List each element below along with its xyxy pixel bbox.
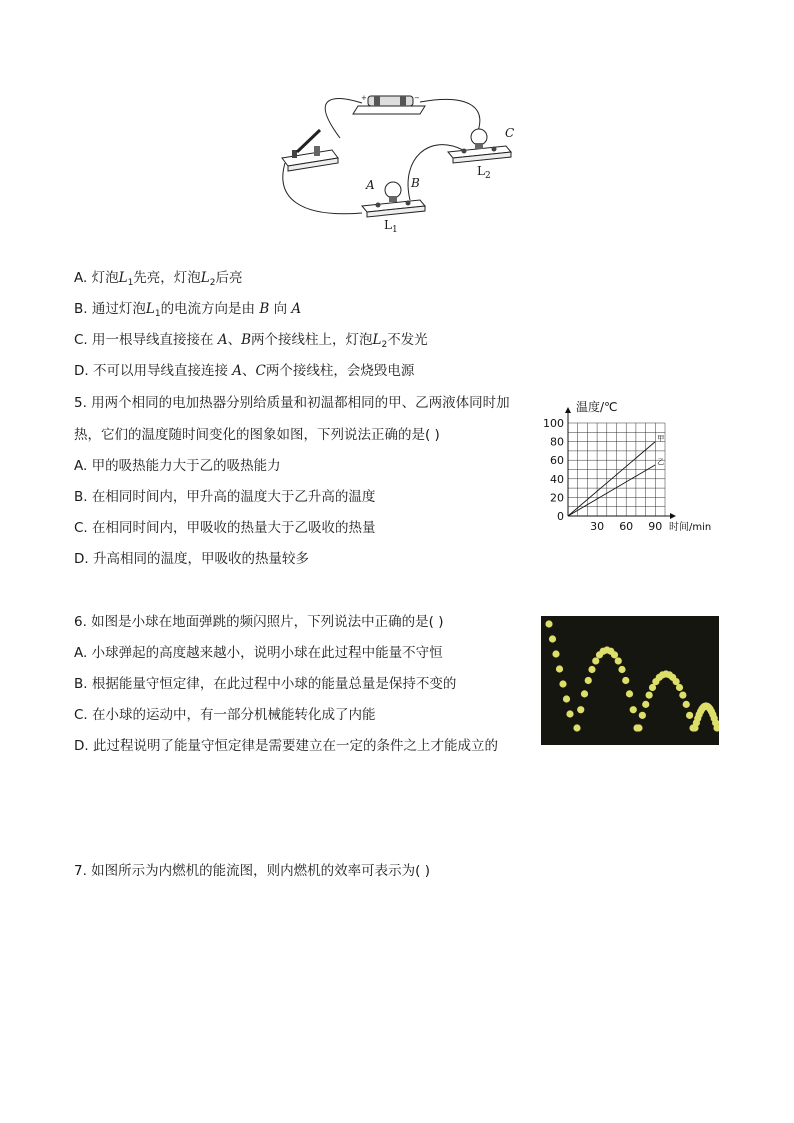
y-tick-label: 100 — [543, 417, 564, 430]
x-tick-label: 60 — [619, 520, 634, 533]
temperature-time-chart — [540, 396, 720, 534]
x-axis-label: 时间/min — [669, 522, 712, 533]
q6-option-b: B. 根据能量守恒定律，在此过程中小球的能量总量是保持不变的 — [74, 676, 457, 692]
series-line-2 — [568, 465, 655, 516]
q4-option-a: A. 灯泡$L_1$先亮，灯泡$L_2$后亮 — [74, 270, 243, 288]
svg-text:−: − — [414, 94, 420, 102]
y-axis-label: 温度/℃ — [576, 400, 618, 414]
y-tick-label: 20 — [550, 491, 564, 505]
ball-image — [639, 712, 646, 719]
ball-image — [646, 691, 653, 698]
y-tick-label: 40 — [550, 472, 564, 486]
label-terminal-a: A — [366, 178, 375, 192]
ball-image — [626, 690, 633, 697]
y-tick-label: 0 — [557, 510, 564, 523]
ball-image — [686, 712, 693, 719]
q6-stem: 6. 如图是小球在地面弹跳的频闪照片，下列说法中正确的是( ) — [74, 614, 444, 630]
q4-option-b: B. 通过灯泡$L_1$的电流方向是由 B 向 A — [74, 301, 302, 319]
ball-image — [676, 684, 683, 691]
q5-option-c: C. 在相同时间内，甲吸收的热量大于乙吸收的热量 — [74, 520, 376, 536]
circuit-diagram — [270, 88, 530, 238]
label-bulb-l1: $L_1$ — [384, 218, 398, 235]
label-bulb-l2: $L_2$ — [477, 164, 491, 181]
x-tick-label: 30 — [590, 520, 605, 533]
ball-image — [585, 677, 592, 684]
ball-image — [618, 666, 625, 673]
ball-image — [642, 701, 649, 708]
ball-image — [622, 677, 629, 684]
ball-image — [549, 635, 556, 642]
ball-image — [592, 657, 599, 664]
q7-stem: 7. 如图所示为内燃机的能流图，则内燃机的效率可表示为( ) — [74, 863, 430, 879]
ball-image — [588, 666, 595, 673]
q5-option-a: A. 甲的吸热能力大于乙的吸热能力 — [74, 458, 281, 474]
q5-stem-line2: 热，它们的温度随时间变化的图象如图，下列说法正确的是( ) — [74, 427, 440, 443]
ball-image — [563, 695, 570, 702]
label-terminal-c: C — [505, 126, 515, 140]
q6-option-c: C. 在小球的运动中，有一部分机械能转化成了内能 — [74, 707, 376, 723]
svg-text:+: + — [361, 94, 367, 102]
ball-image — [630, 706, 637, 713]
bouncing-ball-photo — [541, 616, 719, 745]
ball-image — [683, 701, 690, 708]
y-tick-label: 60 — [550, 454, 564, 468]
ball-image — [552, 650, 559, 657]
q4-option-d: D. 不可以用导线直接连接 A、C两个接线柱，会烧毁电源 — [74, 363, 415, 379]
q6-option-a: A. 小球弹起的高度越来越小，说明小球在此过程中能量不守恒 — [74, 645, 443, 661]
q5-option-d: D. 升高相同的温度，甲吸收的热量较多 — [74, 551, 309, 567]
ball-image — [566, 710, 573, 717]
y-tick-label: 80 — [550, 435, 564, 449]
series-label-1: 甲 — [657, 434, 665, 443]
x-axis-arrow — [670, 513, 676, 519]
ball-image — [635, 724, 642, 731]
ball-image — [559, 680, 566, 687]
y-axis-arrow — [565, 407, 571, 413]
q5-option-b: B. 在相同时间内，甲升高的温度大于乙升高的温度 — [74, 489, 376, 505]
q6-option-d: D. 此过程说明了能量守恒定律是需要建立在一定的条件之上才能成立的 — [74, 738, 498, 754]
ball-image — [611, 651, 618, 658]
ball-image — [545, 620, 552, 627]
series-label-2: 乙 — [657, 457, 665, 466]
x-tick-label: 90 — [648, 520, 663, 533]
ball-image — [577, 706, 584, 713]
ball-image — [615, 657, 622, 664]
label-terminal-b: B — [411, 176, 420, 190]
q5-stem-line1: 5. 用两个相同的电加热器分别给质量和初温都相同的甲、乙两液体同时加 — [74, 395, 510, 411]
ball-image — [581, 690, 588, 697]
ball-image — [679, 691, 686, 698]
ball-image — [573, 724, 580, 731]
q4-option-c: C. 用一根导线直接接在 A、B两个接线柱上，灯泡$L_2$不发光 — [74, 332, 428, 350]
ball-image — [556, 665, 563, 672]
